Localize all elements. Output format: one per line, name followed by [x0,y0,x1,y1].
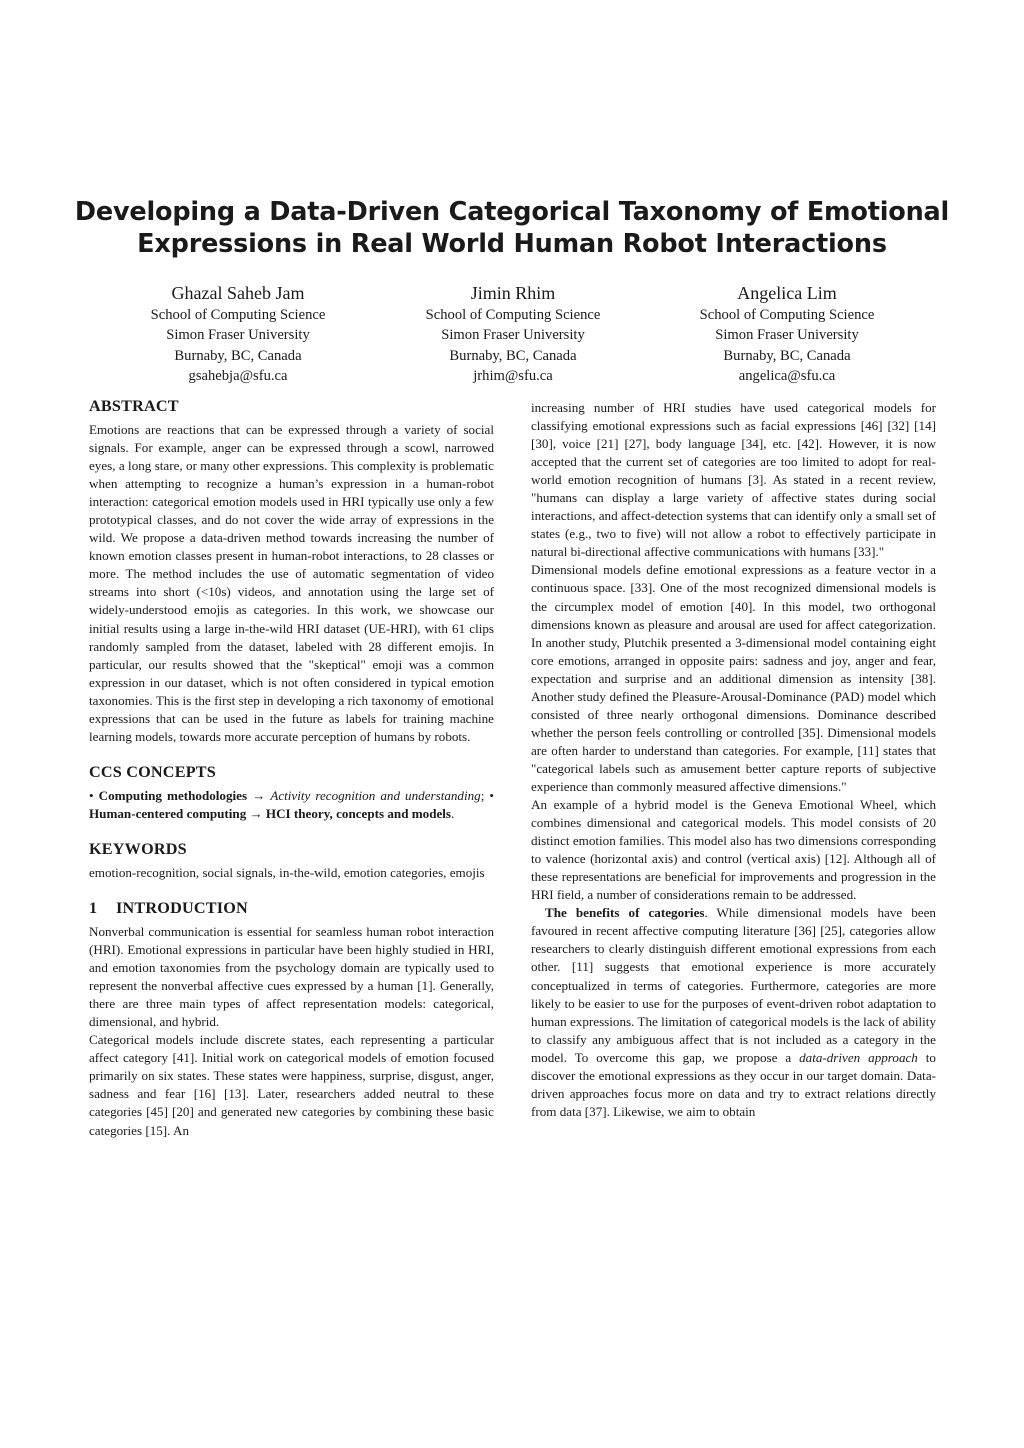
ccs-subterm-2: HCI theory, concepts and models [265,805,452,821]
author-university: Simon Fraser University [441,327,585,344]
author-department: School of Computing Science [150,307,326,323]
ccs-subterm-1: Activity recognition and understanding [270,787,481,803]
author-name: Jimin Rhim [470,283,556,303]
author-email: jrhim@sfu.ca [473,367,553,384]
paper-title [60,196,964,260]
abstract-text: Emotions are reactions that can be expressed through a variety of social signals. For example, anger can be expressed through a scowl, narrowed eyes, a long stare, or many other expressions. This complexity is problematic when attempting to recognize a human’s expression in a human-robot interaction: categorical emotion models used in HRI typically use only a few prototypical classes, and do not cover the wide array of expressions in the wild. We propose a data-driven method towards increasing the number of known emotion classes present in human-robot interactions, to 28 classes or more. The method includes the use of automatic segmentation of video streams into short (<10s) videos, and annotation using the large set of widely-understood emojis as categories. In this work, we showcase our initial results using a large in-the-wild HRI dataset (UE-HRI), with 61 clips randomly sampled from the dataset, labeled with 28 different emojis. In particular, our results showed that the "skeptical" emoji was a common expression in our dataset, which is not often considered in typical emotion taxonomies. This is the first step in developing a rich taxonomy of emotional expressions that can be used in the future as labels for training machine learning models, towards more accurate perception of humans by robots. [89,422,494,744]
author-block-1 [98,282,378,386]
right-column [531,399,936,1121]
paragraph-lead: The benefits of categories [545,905,705,921]
author-location: Burnaby, BC, Canada [449,347,577,364]
author-university: Simon Fraser University [715,327,859,344]
ccs-term-1: Computing methodologies [98,787,248,803]
author-block-2 [373,282,653,386]
emphasis: data-driven approach [799,1049,918,1065]
title-line-2: Expressions in Real World Human Robot Interactions [137,229,887,259]
left-column [89,396,494,1140]
author-email: angelica@sfu.ca [738,367,836,384]
ccs-text: • Computing methodologies → Activity recognition and understanding; • Human-centered computing → HCI theory, concepts and models. [89,787,495,821]
keywords-text: emotion-recognition, social signals, in-the-wild, emotion categories, emojis [89,864,485,880]
section-title: INTRODUCTION [116,898,248,917]
keywords-heading: KEYWORDS [89,839,187,858]
intro-paragraph-6: The benefits of categories. While dimensional models have been favoured in recent affective computing literature [36] [25], categories allow researchers to clearly distinguish different emotional expressions from each other. [11] suggests that emotional experience is more accurately conceptualized in terms of categories. Furthermore, categories are more likely to be easier to use for the purposes of event-driven robot adaptation to human expressions. The limitation of categorical models is the lack of ability to classify any ambiguous affect that is not included as a category in the model. To overcome this gap, we propose a data-driven approach to discover the emotional expressions as they occur in our target domain. Data-driven approaches focus more on data and try to extract relations directly from data [37]. Likewise, we aim to obtain [531,905,936,1119]
author-department: School of Computing Science [699,307,875,323]
title-line-1: Developing a Data-Driven Categorical Taxonomy of Emotional [74,197,950,227]
author-name: Angelica Lim [737,283,837,303]
intro-paragraph-1: Nonverbal communication is essential for seamless human robot interaction (HRI). Emotional expressions in particular have been highly studied in HRI, and emotion taxonomies from the psychology domain are typically used to represent the nonverbal affective cues expressed by a human [1]. Generally, there are three main types of affect representation models: categorical, dimensional, and hybrid. [89,923,494,1030]
intro-paragraph-5: An example of a hybrid model is the Geneva Emotional Wheel, which combines dimensional and categorical models. This model consists of 20 distinct emotion families. This model also has two dimensions corresponding to valence (horizontal axis) and control (vertical axis) [12]. Although all of these representations are beneficial for improvements and progression in the HRI field, a number of considerations remain to be addressed. [531,797,936,903]
abstract-heading: ABSTRACT [89,397,179,415]
author-block-3 [647,282,927,386]
author-email: gsahebja@sfu.ca [188,367,288,384]
ccs-heading: CCS CONCEPTS [89,762,216,781]
author-location: Burnaby, BC, Canada [174,347,302,364]
author-location: Burnaby, BC, Canada [723,347,851,364]
section-number: 1 [89,898,98,917]
introduction-heading [89,898,494,918]
ccs-term-2: Human-centered computing [89,805,247,821]
intro-paragraph-4: Dimensional models define emotional expressions as a feature vector in a continuous space. [33]. One of the most recognized dimensional models is the circumplex model of emotion [40]. In this model, two orthogonal dimensions known as pleasure and arousal are used for affect categorization. In another study, Plutchik presented a 3-dimensional model containing eight core emotions, arranged in opposite pairs: sadness and joy, anger and fear, expectation and surprise and an additional dimension as intensity [38]. Another study defined the Pleasure-Arousal-Dominance (PAD) model which consisted of three nearly orthogonal dimensions. Dominance described whether the person feels controlling or controlled [35]. Dimensional models are often harder to understand than categories. For example, [11] states that "categorical labels such as amusement better capture reports of subjective experience than commonly measured affective dimensions." [531,562,936,794]
author-department: School of Computing Science [425,307,601,323]
author-university: Simon Fraser University [166,327,310,344]
intro-paragraph-3: increasing number of HRI studies have used categorical models for classifying emotional expressions such as facial expressions [46] [32] [14] [30], voice [21] [27], body language [34], etc. [42]. However, it is now accepted that the current set of categories are too limited to adopt for real-world emotion recognition of humans [3]. As stated in a recent review, "humans can display a large variety of affective states during social interactions, and affect-detection systems that can identify only a small set of states (e.g., two to five) will not allow a robot to effectively participate in natural bi-directional affective communications with humans [33]." [531,400,936,560]
intro-paragraph-2: Categorical models include discrete states, each representing a particular affect category [41]. Initial work on categorical models of emotion focused primarily on six states. These states were happiness, surprise, disgust, anger, sadness and fear [16] [13]. Later, researchers added neutral to these categories [45] [20] and generated new categories by combining these basic categories [15]. An [89,1032,494,1138]
author-name: Ghazal Saheb Jam [171,283,305,303]
